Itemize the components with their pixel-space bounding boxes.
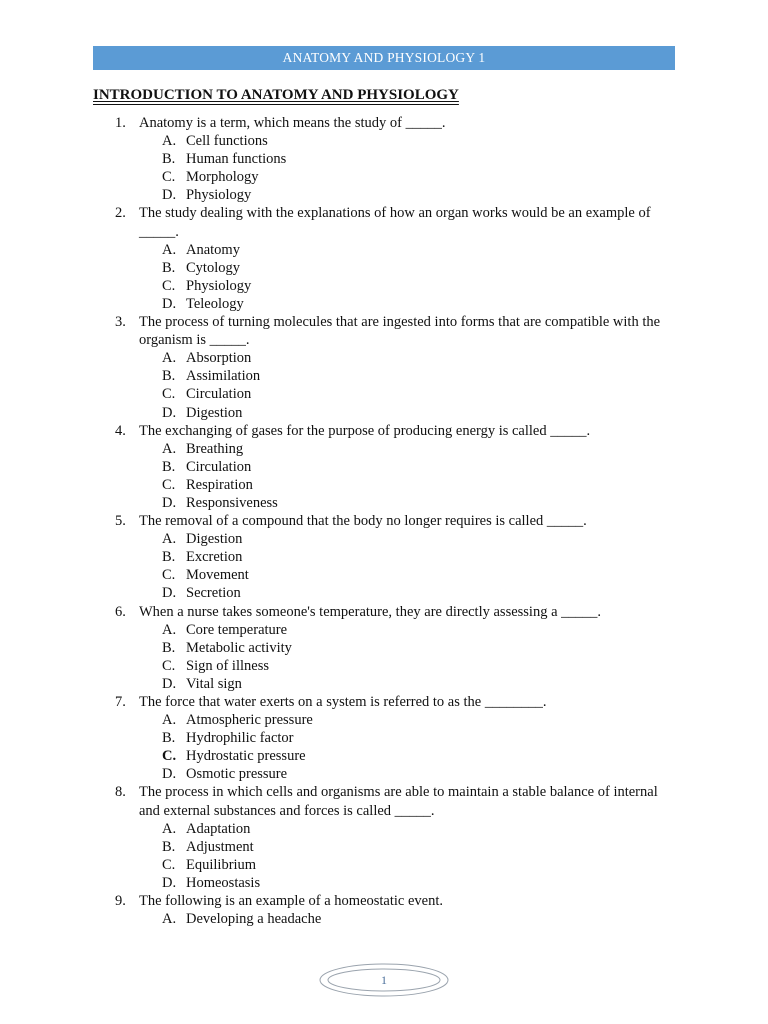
option-letter: C. — [162, 567, 176, 584]
option-text: Cell functions — [186, 133, 268, 150]
answer-option — [0, 639, 768, 657]
answer-option — [0, 584, 768, 602]
question-1 — [0, 114, 768, 204]
answer-option — [0, 132, 768, 150]
question-text: The process of turning molecules that are ingested into forms that are compatible with the organism is _____. — [139, 314, 661, 349]
option-text: Secretion — [186, 585, 241, 602]
option-text: Vital sign — [186, 675, 242, 692]
option-letter: C. — [162, 386, 176, 403]
option-letter: A. — [162, 350, 177, 367]
option-letter: B. — [162, 549, 176, 566]
answer-option — [0, 874, 768, 892]
option-text: Movement — [186, 567, 249, 584]
option-letter: C. — [162, 748, 177, 765]
answer-option — [0, 820, 768, 838]
option-letter: A. — [162, 133, 177, 150]
option-letter: D. — [162, 295, 177, 312]
question-number: 5. — [115, 513, 126, 530]
answer-option — [0, 150, 768, 168]
question-text: When a nurse takes someone's temperature, they are directly assessing a _____. — [139, 603, 602, 620]
option-text: Hydrophilic factor — [186, 730, 294, 747]
question-number: 7. — [115, 694, 126, 710]
question-list — [0, 114, 768, 928]
question-6 — [0, 603, 768, 693]
question-text: The removal of a compound that the body no longer requires is called _____. — [139, 513, 587, 530]
option-letter: B. — [162, 259, 176, 276]
answer-option — [0, 168, 768, 186]
option-letter: A. — [162, 440, 177, 457]
answer-option — [0, 621, 768, 639]
option-letter: B. — [162, 458, 176, 475]
answer-option — [0, 675, 768, 693]
question-9 — [0, 892, 768, 928]
answer-option — [0, 747, 768, 765]
option-text: Core temperature — [186, 621, 288, 638]
answer-option — [0, 657, 768, 675]
answer-option — [0, 241, 768, 259]
option-text: Hydrostatic pressure — [186, 748, 306, 765]
option-letter: B. — [162, 639, 176, 656]
question-number: 8. — [115, 784, 126, 801]
option-letter: B. — [162, 730, 176, 747]
question-text: Anatomy is a term, which means the study of _____. — [139, 115, 446, 131]
answer-option — [0, 367, 768, 385]
option-letter: B. — [162, 368, 176, 385]
option-text: Breathing — [186, 440, 244, 457]
option-letter: D. — [162, 187, 177, 204]
option-text: Digestion — [186, 531, 243, 548]
answer-option — [0, 765, 768, 783]
answer-option — [0, 186, 768, 204]
option-letter: D. — [162, 874, 177, 891]
answer-option — [0, 530, 768, 548]
option-letter: A. — [162, 621, 177, 638]
option-letter: D. — [162, 675, 177, 692]
question-number: 3. — [115, 314, 126, 331]
question-number: 2. — [115, 205, 126, 222]
answer-option — [0, 476, 768, 494]
question-2 — [0, 204, 768, 313]
option-text: Respiration — [186, 476, 253, 493]
question-number: 4. — [115, 422, 126, 439]
answer-option — [0, 494, 768, 512]
question-text: The following is an example of a homeostatic event. — [139, 893, 444, 910]
option-text: Sign of illness — [186, 657, 269, 674]
question-text: The process in which cells and organisms are able to maintain a stable balance of internal and external substances and forces is called _____. — [139, 784, 658, 819]
option-text: Adjustment — [186, 838, 254, 855]
question-7 — [0, 693, 768, 783]
option-text: Atmospheric pressure — [186, 712, 313, 729]
option-text: Osmotic pressure — [186, 766, 288, 783]
answer-option — [0, 295, 768, 313]
option-text: Equilibrium — [186, 856, 257, 873]
option-letter: C. — [162, 476, 176, 493]
answer-option — [0, 856, 768, 874]
question-text: The study dealing with the explanations of how an organ works would be an example of _____. — [139, 205, 651, 240]
option-text: Excretion — [186, 549, 243, 566]
document-header-band — [93, 46, 675, 70]
option-letter: D. — [162, 494, 177, 511]
page-number: 1 — [381, 973, 387, 987]
option-letter: A. — [162, 712, 177, 729]
answer-option — [0, 566, 768, 584]
option-text: Physiology — [186, 187, 252, 204]
option-letter: C. — [162, 856, 176, 873]
answer-option — [0, 259, 768, 277]
question-3 — [0, 313, 768, 422]
option-letter: A. — [162, 820, 177, 837]
option-text: Assimilation — [186, 368, 261, 385]
option-letter: A. — [162, 531, 177, 548]
question-text: The exchanging of gases for the purpose of producing energy is called _____. — [139, 422, 591, 439]
question-8 — [0, 783, 768, 892]
option-text: Teleology — [186, 295, 244, 312]
option-letter: C. — [162, 277, 176, 294]
option-letter: B. — [162, 838, 176, 855]
page-footer — [318, 962, 450, 998]
answer-option — [0, 385, 768, 403]
answer-option — [0, 440, 768, 458]
option-letter: D. — [162, 404, 177, 421]
option-text: Absorption — [186, 350, 252, 367]
answer-option — [0, 910, 768, 928]
option-letter: D. — [162, 585, 177, 602]
option-letter: A. — [162, 911, 177, 928]
option-text: Cytology — [186, 259, 240, 276]
option-letter: C. — [162, 657, 176, 674]
option-letter: C. — [162, 169, 176, 186]
option-text: Adaptation — [186, 820, 251, 837]
option-text: Physiology — [186, 277, 252, 294]
option-text: Responsiveness — [186, 494, 278, 511]
answer-option — [0, 838, 768, 856]
answer-option — [0, 349, 768, 367]
section-title: INTRODUCTION TO ANATOMY AND PHYSIOLOGY — [93, 87, 459, 103]
option-text: Morphology — [186, 169, 259, 186]
answer-option — [0, 711, 768, 729]
option-text: Metabolic activity — [186, 639, 292, 656]
option-text: Developing a headache — [186, 911, 322, 928]
answer-option — [0, 548, 768, 566]
option-text: Digestion — [186, 404, 243, 421]
option-text: Circulation — [186, 386, 252, 403]
question-number: 1. — [115, 115, 126, 131]
option-text: Circulation — [186, 458, 252, 475]
answer-option — [0, 458, 768, 476]
answer-option — [0, 729, 768, 747]
option-text: Human functions — [186, 151, 287, 168]
option-letter: D. — [162, 766, 177, 783]
answer-option — [0, 404, 768, 422]
option-letter: A. — [162, 241, 177, 258]
answer-option — [0, 277, 768, 295]
question-4 — [0, 422, 768, 512]
option-text: Homeostasis — [186, 874, 261, 891]
option-letter: B. — [162, 151, 176, 168]
question-text: The force that water exerts on a system is referred to as the ________. — [139, 694, 547, 710]
option-text: Anatomy — [186, 241, 240, 258]
document-header-title: ANATOMY AND PHYSIOLOGY 1 — [282, 50, 486, 65]
question-5 — [0, 512, 768, 602]
question-number: 6. — [115, 603, 126, 620]
question-number: 9. — [115, 893, 126, 910]
